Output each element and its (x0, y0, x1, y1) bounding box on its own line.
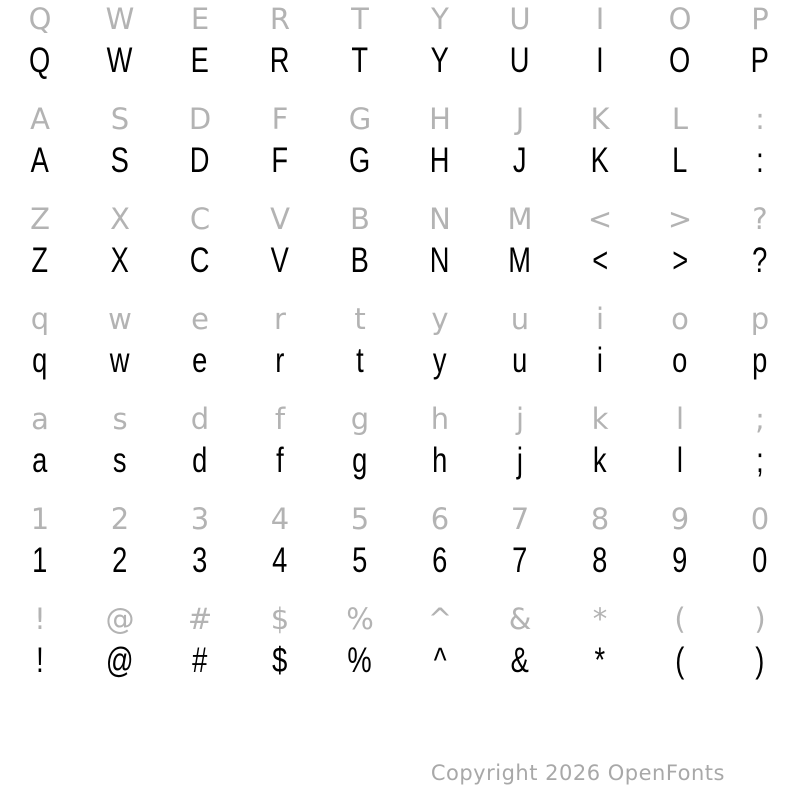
specimen-glyph: G (349, 141, 371, 180)
reference-glyph: ; (755, 402, 765, 436)
specimen-glyph: V (270, 241, 290, 280)
specimen-glyph: O (669, 41, 691, 80)
reference-glyph: Z (30, 202, 50, 236)
glyph-cell (400, 336, 480, 386)
reference-glyph: t (354, 302, 366, 336)
reference-glyph: & (508, 602, 532, 636)
specimen-glyph: 7 (512, 541, 528, 580)
specimen-glyph: w (110, 341, 130, 380)
glyph-cell (240, 436, 320, 486)
specimen-glyph: j (516, 441, 524, 480)
glyph-cell (720, 536, 800, 586)
specimen-glyph: S (110, 141, 130, 180)
glyph-cell (640, 636, 720, 686)
specimen-glyph: u (512, 341, 528, 380)
reference-glyph: 0 (750, 502, 770, 536)
reference-glyph: $ (270, 602, 290, 636)
specimen-glyph: ? (752, 241, 768, 280)
specimen-glyph: : (756, 141, 764, 180)
specimen-glyph: A (30, 141, 50, 180)
glyph-cell (720, 336, 800, 386)
specimen-glyph: o (672, 341, 688, 380)
specimen-glyph: f (276, 441, 284, 480)
specimen-glyph: q (32, 341, 48, 380)
reference-glyph: Y (431, 2, 449, 36)
glyph-cell (560, 136, 640, 186)
specimen-glyph: y (433, 341, 447, 380)
glyph-cell (320, 136, 400, 186)
reference-glyph: 8 (590, 502, 610, 536)
reference-glyph: ^ (427, 602, 453, 636)
reference-glyph: G (348, 102, 372, 136)
specimen-glyph: r (275, 341, 285, 380)
glyph-cell (0, 236, 80, 286)
specimen-glyph: D (190, 141, 210, 180)
specimen-glyph: K (590, 141, 610, 180)
reference-glyph: j (515, 402, 525, 436)
glyph-cell (640, 36, 720, 86)
glyph-cell (400, 436, 480, 486)
reference-glyph: B (350, 202, 370, 236)
glyph-cell (80, 236, 160, 286)
character-row-pair-uppercase-home-row (0, 100, 800, 200)
glyph-cell (0, 336, 80, 386)
reference-glyph: h (430, 402, 450, 436)
glyph-cell (160, 436, 240, 486)
reference-glyph: 3 (190, 502, 210, 536)
reference-glyph: q (30, 302, 50, 336)
glyph-cell (400, 536, 480, 586)
glyph-cell (320, 336, 400, 386)
specimen-glyph: d (192, 441, 208, 480)
glyph-cell (160, 36, 240, 86)
reference-glyph: * (592, 602, 608, 636)
reference-glyph: % (346, 602, 374, 636)
character-row-pair-digits-row (0, 500, 800, 600)
glyph-cell (240, 536, 320, 586)
reference-glyph: ) (754, 602, 766, 636)
reference-glyph: k (591, 402, 609, 436)
glyph-cell (560, 336, 640, 386)
specimen-glyph: T (351, 41, 369, 80)
reference-glyph: Q (28, 2, 52, 36)
glyph-cell (160, 136, 240, 186)
copyright-text: Copyright 2026 OpenFonts (430, 761, 725, 785)
glyph-cell (80, 136, 160, 186)
glyph-cell (0, 636, 80, 686)
reference-glyph: : (755, 102, 765, 136)
specimen-glyph: * (594, 641, 606, 680)
specimen-glyph: > (672, 241, 688, 280)
reference-glyph: # (187, 602, 213, 636)
reference-glyph: y (431, 302, 449, 336)
glyph-cell (0, 436, 80, 486)
glyph-cell (320, 436, 400, 486)
specimen-glyph: t (356, 341, 364, 380)
glyph-cell (560, 36, 640, 86)
reference-glyph: < (587, 202, 613, 236)
reference-glyph: V (270, 202, 290, 236)
glyph-cell (320, 636, 400, 686)
specimen-glyph: 9 (672, 541, 688, 580)
specimen-glyph: a (32, 441, 48, 480)
specimen-glyph: g (352, 441, 368, 480)
glyph-cell (240, 636, 320, 686)
specimen-glyph: ! (36, 641, 44, 680)
specimen-row-digits-row (0, 536, 800, 586)
glyph-cell (640, 336, 720, 386)
reference-glyph: w (108, 302, 132, 336)
glyph-cell (400, 36, 480, 86)
glyph-cell (240, 36, 320, 86)
glyph-cell (320, 36, 400, 86)
reference-glyph: L (671, 102, 689, 136)
specimen-glyph: 2 (112, 541, 128, 580)
specimen-glyph: ; (756, 441, 764, 480)
specimen-row-uppercase-top-row (0, 36, 800, 86)
specimen-glyph: e (192, 341, 208, 380)
specimen-glyph: J (513, 141, 527, 180)
glyph-cell (720, 36, 800, 86)
specimen-glyph: Q (29, 41, 51, 80)
specimen-glyph: N (430, 241, 450, 280)
specimen-glyph: < (592, 241, 608, 280)
glyph-cell (80, 436, 160, 486)
glyph-cell (480, 536, 560, 586)
reference-glyph: ( (674, 602, 686, 636)
specimen-glyph: ) (755, 641, 765, 680)
glyph-cell (160, 536, 240, 586)
glyph-cell (80, 336, 160, 386)
reference-glyph: A (30, 102, 50, 136)
specimen-glyph: 5 (352, 541, 368, 580)
specimen-glyph: F (271, 141, 289, 180)
specimen-row-uppercase-bottom-row (0, 236, 800, 286)
reference-glyph: > (667, 202, 693, 236)
character-row-pair-symbols-row (0, 600, 800, 700)
reference-glyph: 5 (350, 502, 370, 536)
glyph-cell (480, 36, 560, 86)
specimen-glyph: U (510, 41, 530, 80)
reference-glyph: 4 (270, 502, 290, 536)
glyph-cell (720, 136, 800, 186)
specimen-glyph: 1 (32, 541, 48, 580)
glyph-cell (640, 236, 720, 286)
reference-glyph: 1 (30, 502, 50, 536)
reference-glyph: g (350, 402, 370, 436)
reference-glyph: N (429, 202, 451, 236)
glyph-cell (240, 336, 320, 386)
glyph-cell (320, 236, 400, 286)
reference-glyph: r (274, 302, 286, 336)
reference-glyph: ! (34, 602, 46, 636)
reference-glyph: F (271, 102, 289, 136)
reference-glyph: f (274, 402, 286, 436)
specimen-glyph: B (350, 241, 370, 280)
specimen-glyph: s (113, 441, 127, 480)
reference-glyph: W (105, 2, 135, 36)
glyph-cell (400, 636, 480, 686)
specimen-glyph: 6 (432, 541, 448, 580)
glyph-cell (160, 336, 240, 386)
specimen-row-lowercase-top-row (0, 336, 800, 386)
reference-glyph: M (507, 202, 533, 236)
reference-glyph: C (189, 202, 211, 236)
reference-glyph: ? (752, 202, 768, 236)
glyph-cell (160, 636, 240, 686)
glyph-cell (80, 36, 160, 86)
reference-glyph: 2 (110, 502, 130, 536)
specimen-glyph: C (190, 241, 210, 280)
reference-glyph: @ (105, 602, 135, 636)
glyph-cell (640, 436, 720, 486)
reference-glyph: o (671, 302, 689, 336)
character-row-pair-uppercase-bottom-row (0, 200, 800, 300)
glyph-cell (480, 436, 560, 486)
reference-glyph: R (269, 2, 291, 36)
glyph-cell (480, 236, 560, 286)
glyph-cell (720, 236, 800, 286)
specimen-row-lowercase-home-row (0, 436, 800, 486)
specimen-glyph: ( (675, 641, 685, 680)
glyph-cell (240, 236, 320, 286)
glyph-cell (400, 136, 480, 186)
glyph-cell (80, 536, 160, 586)
specimen-glyph: Z (31, 241, 49, 280)
reference-glyph: s (112, 402, 128, 436)
specimen-row-symbols-row (0, 636, 800, 686)
reference-glyph: a (31, 402, 49, 436)
reference-glyph: K (590, 102, 610, 136)
reference-glyph: D (188, 102, 212, 136)
glyph-cell (480, 136, 560, 186)
specimen-glyph: k (593, 441, 607, 480)
reference-glyph: X (110, 202, 130, 236)
specimen-glyph: P (750, 41, 770, 80)
reference-glyph: P (751, 2, 769, 36)
specimen-glyph: E (190, 41, 210, 80)
specimen-glyph: h (432, 441, 448, 480)
glyph-cell (560, 636, 640, 686)
specimen-glyph: ^ (433, 641, 447, 680)
reference-glyph: I (595, 2, 605, 36)
specimen-glyph: $ (272, 641, 288, 680)
reference-glyph: 7 (510, 502, 530, 536)
glyph-cell (720, 436, 800, 486)
glyph-cell (480, 336, 560, 386)
reference-glyph: l (675, 402, 685, 436)
reference-glyph: i (595, 302, 605, 336)
specimen-glyph: & (510, 641, 530, 680)
character-row-pair-lowercase-home-row (0, 400, 800, 500)
reference-glyph: e (191, 302, 209, 336)
specimen-glyph: 4 (272, 541, 288, 580)
specimen-glyph: l (676, 441, 684, 480)
glyph-cell (720, 636, 800, 686)
specimen-glyph: 0 (752, 541, 768, 580)
glyph-cell (640, 136, 720, 186)
glyph-cell (80, 636, 160, 686)
specimen-glyph: X (110, 241, 130, 280)
glyph-cell (320, 536, 400, 586)
character-row-pair-uppercase-top-row (0, 0, 800, 100)
reference-glyph: O (668, 2, 692, 36)
reference-glyph: S (110, 102, 130, 136)
specimen-glyph: p (752, 341, 768, 380)
specimen-glyph: R (270, 41, 290, 80)
reference-glyph: E (190, 2, 210, 36)
glyph-cell (160, 236, 240, 286)
reference-glyph: u (510, 302, 530, 336)
character-row-pair-lowercase-top-row (0, 300, 800, 400)
specimen-glyph: I (596, 41, 604, 80)
glyph-cell (560, 236, 640, 286)
reference-glyph: p (750, 302, 770, 336)
specimen-glyph: i (596, 341, 604, 380)
specimen-glyph: 3 (192, 541, 208, 580)
glyph-cell (560, 536, 640, 586)
specimen-glyph: @ (106, 641, 134, 680)
reference-glyph: 9 (670, 502, 690, 536)
glyph-cell (640, 536, 720, 586)
glyph-cell (240, 136, 320, 186)
reference-glyph: H (429, 102, 451, 136)
specimen-glyph: W (107, 41, 133, 80)
reference-glyph: J (515, 102, 525, 136)
reference-glyph: d (190, 402, 210, 436)
reference-glyph: 6 (430, 502, 450, 536)
specimen-glyph: # (192, 641, 208, 680)
reference-glyph: U (509, 2, 531, 36)
glyph-cell (480, 636, 560, 686)
specimen-glyph: L (672, 141, 688, 180)
specimen-glyph: 8 (592, 541, 608, 580)
glyph-cell (0, 136, 80, 186)
specimen-glyph: M (508, 241, 532, 280)
reference-glyph: T (351, 2, 369, 36)
glyph-cell (400, 236, 480, 286)
specimen-glyph: Y (430, 41, 450, 80)
specimen-glyph: % (347, 641, 373, 680)
glyph-cell (0, 536, 80, 586)
specimen-row-uppercase-home-row (0, 136, 800, 186)
glyph-cell (0, 36, 80, 86)
specimen-glyph: H (430, 141, 450, 180)
glyph-cell (560, 436, 640, 486)
